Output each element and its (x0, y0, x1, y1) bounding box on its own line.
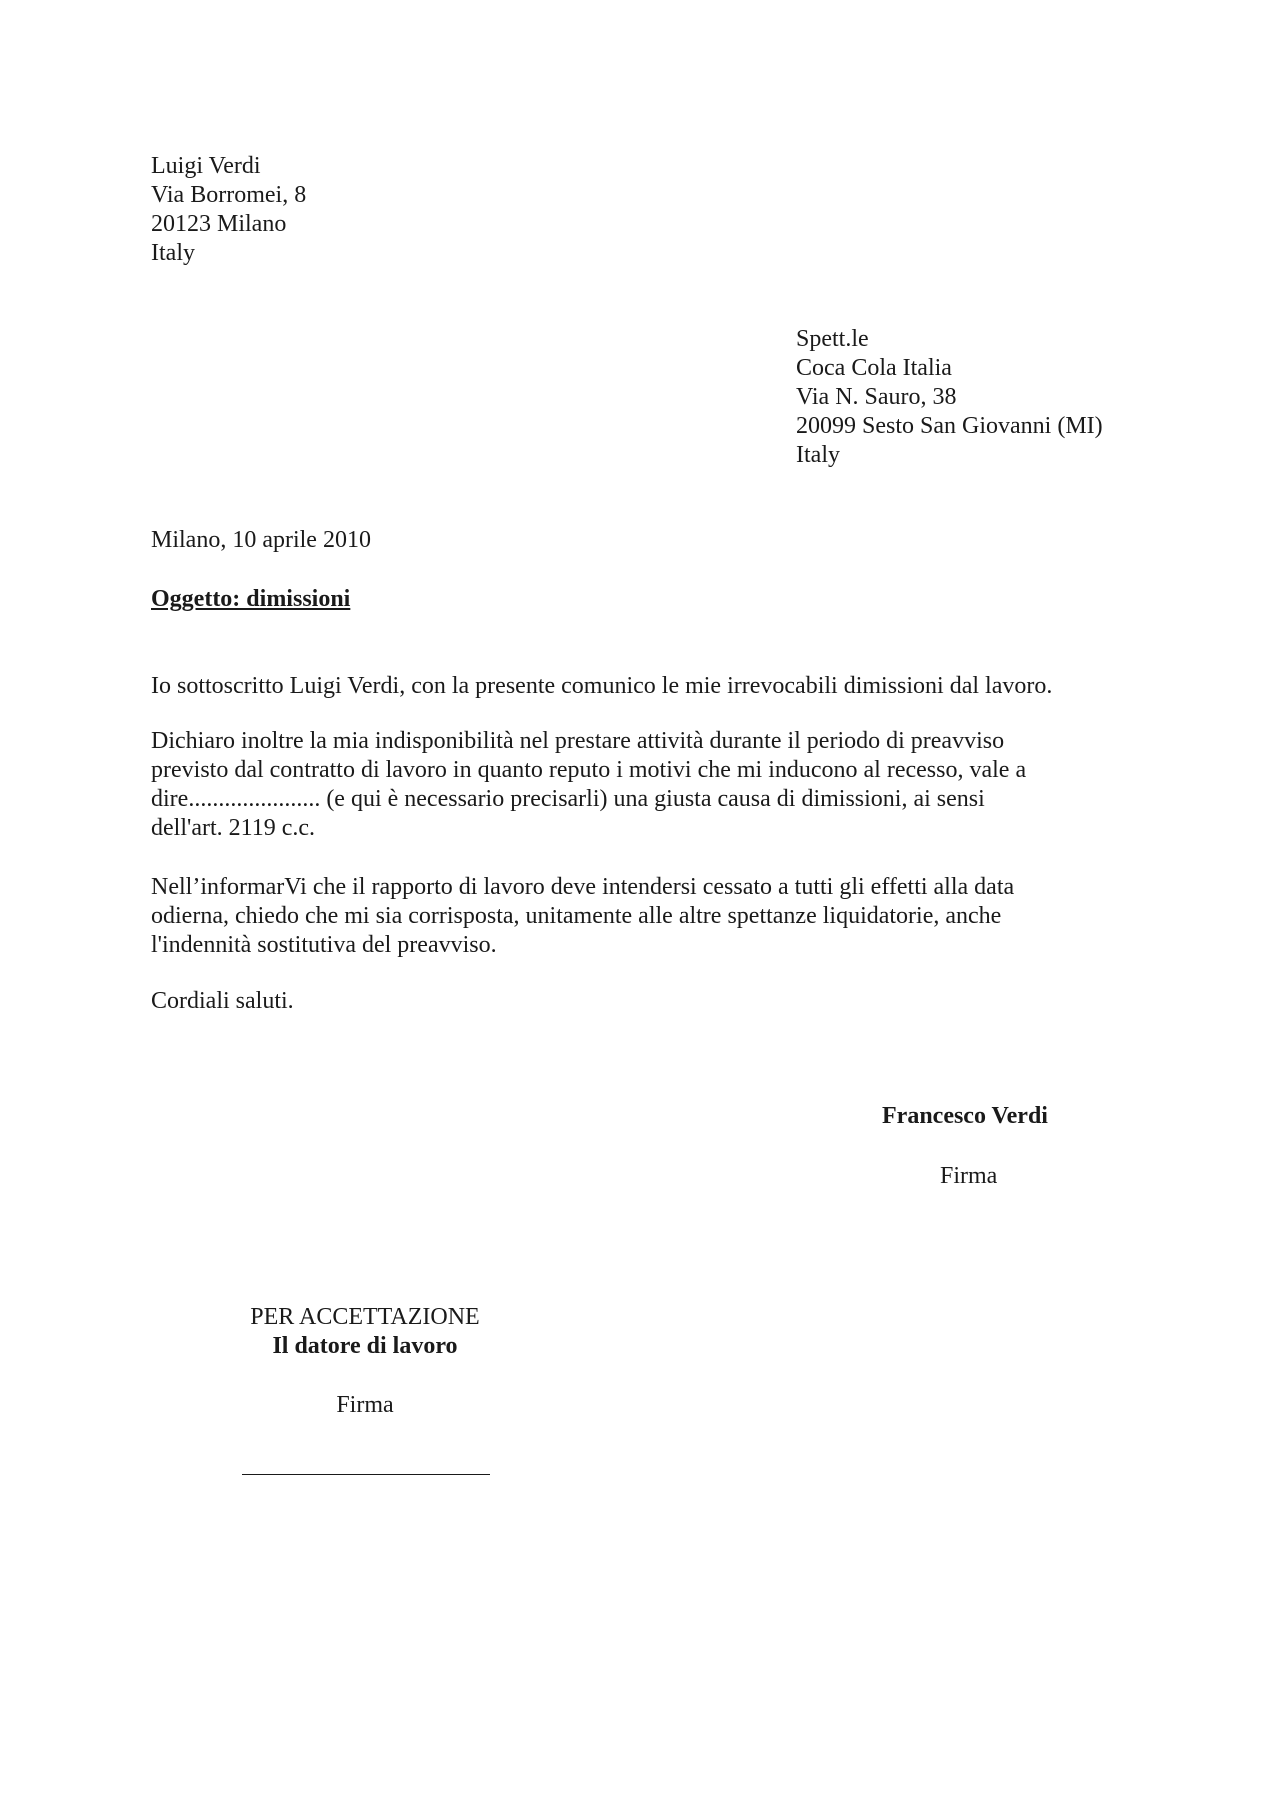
body-paragraph-1 (151, 672, 1052, 701)
paragraph-line: dire...................... (e qui è necessario precisarli) una giusta causa di dimissioni, ai sensi (151, 786, 985, 812)
signer-name: Francesco Verdi (882, 1103, 1048, 1129)
date-line: Milano, 10 aprile 2010 (151, 527, 371, 553)
closing-line: Cordiali saluti. (151, 988, 294, 1014)
acceptance-heading: PER ACCETTAZIONE (250, 1304, 480, 1330)
recipient-street: Via N. Sauro, 38 (796, 384, 957, 410)
recipient-country: Italy (796, 442, 840, 468)
body-paragraph-3 (151, 873, 1014, 960)
acceptance-signature-label: Firma (336, 1392, 394, 1418)
paragraph-line: Dichiaro inoltre la mia indisponibilità nel prestare attività durante il periodo di preavviso (151, 728, 1005, 754)
paragraph-line: l'indennità sostitutiva del preavviso. (151, 932, 497, 958)
paragraph-line: previsto dal contratto di lavoro in quanto reputo i motivi che mi inducono al recesso, vale a (151, 757, 1027, 783)
recipient-address (796, 325, 1103, 470)
sender-city: 20123 Milano (151, 211, 287, 237)
sender-name: Luigi Verdi (151, 153, 261, 179)
paragraph-line: Nell’informarVi che il rapporto di lavoro deve intendersi cessato a tutti gli effetti alla data (151, 874, 1015, 900)
recipient-company: Coca Cola Italia (796, 355, 952, 381)
signer-signature-label: Firma (940, 1163, 998, 1189)
recipient-salutation: Spett.le (796, 326, 869, 352)
sender-street: Via Borromei, 8 (151, 182, 307, 208)
sender-address (151, 152, 306, 268)
paragraph-line: odierna, chiedo che mi sia corrisposta, unitamente alle altre spettanze liquidatorie, anche (151, 903, 1002, 929)
sender-country: Italy (151, 240, 195, 266)
body-paragraph-2 (151, 727, 1026, 843)
acceptance-block (240, 1303, 490, 1361)
acceptance-role: Il datore di lavoro (272, 1333, 458, 1359)
paragraph-line: Io sottoscritto Luigi Verdi, con la presente comunico le mie irrevocabili dimissioni dal lavoro. (151, 673, 1053, 699)
recipient-city: 20099 Sesto San Giovanni (MI) (796, 413, 1103, 439)
signature-line (242, 1474, 490, 1475)
paragraph-line: dell'art. 2119 c.c. (151, 815, 316, 841)
subject-line: Oggetto: dimissioni (151, 586, 351, 612)
